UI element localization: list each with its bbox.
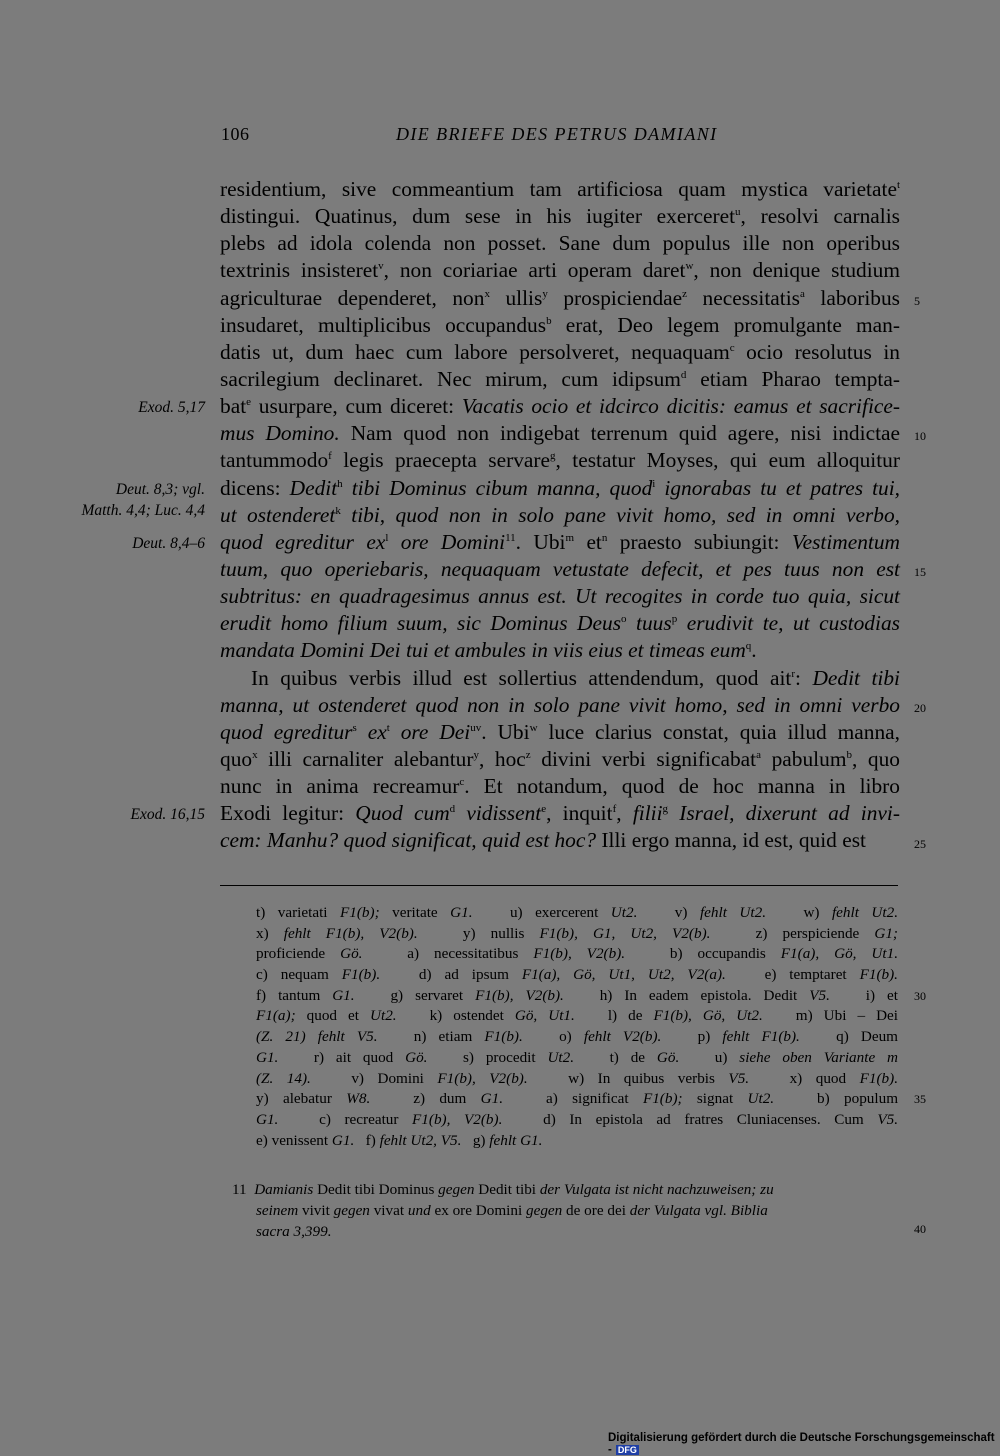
line-number: 15 xyxy=(914,565,926,580)
apparatus-line: (Z. 21) fehlt V5. n) etiam F1(b). o) fehlt V2(b). p) fehlt F1(b). q) Deum xyxy=(256,1028,898,1046)
margin-reference: Matth. 4,4; Luc. 4,4 xyxy=(81,502,205,520)
apparatus-line: x) fehlt F1(b), V2(b). y) nullis F1(b), G1, Ut2, V2(b). z) perspiciende G1; xyxy=(256,924,898,942)
note-line: 11 Damianis Dedit tibi Dominus gegen Dedit tibi der Vulgata ist nicht nachzuweisen; zu xyxy=(232,1181,774,1198)
dfg-logo: DFG xyxy=(617,1444,637,1455)
apparatus-line: e) venissent G1. f) fehlt Ut2, V5. g) fehlt G1. xyxy=(256,1131,543,1149)
text-line: tantummodo$^f$ legis praecepta servare$^g$, testatur Moyses, qui eum alloquitur xyxy=(220,448,901,473)
text-line: Exodi legitur: Quod cum$^d$ vidissent$^e$, inquit$^f$, filii$^g$ Israel, dixerunt ad invi- xyxy=(220,801,900,826)
page-number: 106 xyxy=(221,124,250,144)
line-number: 5 xyxy=(914,293,920,308)
running-title: DIE BRIEFE DES PETRUS DAMIANI xyxy=(396,124,718,144)
apparatus-line: F1(a); quod et Ut2. k) ostendet Gö, Ut1. l) de F1(b), Gö, Ut2. m) Ubi – Dei xyxy=(256,1007,898,1025)
text-line: plebs ad idola colenda non posset. Sane dum populus ille non operibus xyxy=(220,231,900,256)
text-line: cem: Manhu? quod significat, quid est hoc? Illi ergo manna, id est, quid est xyxy=(220,828,866,853)
note-line: seinem vivit gegen vivat und ex ore Domini gegen de ore dei der Vulgata vgl. Biblia xyxy=(256,1202,768,1219)
line-number: 25 xyxy=(914,836,926,851)
apparatus-line: G1. c) recreatur F1(b), V2(b). d) In epistola ad fratres Cluniacenses. Cum V5. xyxy=(256,1110,898,1128)
text-line: sacrilegium declinaret. Nec mirum, cum idipsum$^d$ etiam Pharao tempta- xyxy=(220,366,900,391)
footer-text: Digitalisierung gefördert durch die Deutsche Forschungsgemeinschaft - xyxy=(608,1432,995,1456)
text-line: bat$^e$ usurpare, cum diceret: Vacatis ocio et idcirco dicitis: eamus et sacrifice- xyxy=(220,394,901,419)
line-number: 35 xyxy=(914,1092,926,1107)
apparatus-line: (Z. 14). v) Domini F1(b), V2(b). w) In quibus verbis V5. x) quod F1(b). xyxy=(256,1069,898,1087)
line-number: 30 xyxy=(914,988,926,1003)
text-line: quod egreditur$^s$ $ex^t$ ore Dei$^{uv}$. Ubi$^w$ luce clarius constat, quia illud manna, xyxy=(220,719,900,744)
margin-reference: Deut. 8,3; vgl. xyxy=(115,480,205,498)
text-line: agriculturae dependeret, non$^x$ ullis$^y$ prospiciendae$^z$ necessitatis$^a$ laboribus xyxy=(220,285,901,310)
text-line: datis ut, dum haec cum labore persolveret, nequaquam$^c$ ocio resolutus in xyxy=(220,339,900,364)
apparatus-line: proficiende Gö. a) necessitatibus F1(b), V2(b). b) occupandis F1(a), Gö, Ut1. xyxy=(256,945,898,963)
apparatus-line: f) tantum G1. g) servaret F1(b), V2(b). h) In eadem epistola. Dedit V5. i) et xyxy=(256,986,898,1004)
text-line: mandata Domini Dei tui et ambules in viis eius et timeas eum$^q$. xyxy=(220,638,757,663)
apparatus-line: y) alebatur W8. z) dum G1. a) significat F1(b); signat Ut2. b) populum xyxy=(256,1090,899,1108)
line-number: 20 xyxy=(914,700,926,715)
note-line: sacra 3,399. xyxy=(256,1223,332,1240)
text-line: quod egreditur $ex^l$ ore Domini$^{11}$. Ubi$^m$ $et^n$ praesto subiungit: Vestimentum xyxy=(220,529,900,554)
source-notes xyxy=(232,1179,900,1242)
margin-reference: Deut. 8,4–6 xyxy=(132,534,205,552)
text-line: In quibus verbis illud est sollertius attendendum, quod ait$^r$: Dedit tibi xyxy=(251,665,900,690)
running-header xyxy=(0,124,1000,150)
text-line: tuum, quo operiebaris, nequaquam vetustate defecit, et pes tuus non est xyxy=(220,556,900,581)
text-line: quo$^x$ illi carnaliter alebantur$^y$, hoc$^z$ divini verbi significabat$^a$ pabulum$^b$, quo xyxy=(220,746,900,771)
text-line: nunc in anima recreamur$^c$. Et notandum, quod de hoc manna in libro xyxy=(220,774,900,799)
line-number: 10 xyxy=(914,429,926,444)
notes-line-number: 40 xyxy=(914,1222,926,1236)
footnote-rule xyxy=(220,885,898,886)
text-line: mus Domino. Nam quod non indigebat terrenum quid agere, nisi indictae xyxy=(220,421,900,446)
footer xyxy=(608,1432,1000,1456)
apparatus-line: G1. r) ait quod Gö. s) procedit Ut2. t) de Gö. u) siehe oben Variante m xyxy=(256,1048,898,1066)
text-line: manna, ut ostenderet quod non in solo pane vivit homo, sed in omni verbo xyxy=(220,692,900,717)
text-line: erudit homo filium suum, sic Dominus Deus$^o$ tuus$^p$ erudivit te, ut custodias xyxy=(220,611,900,636)
margin-reference: Exod. 16,15 xyxy=(130,806,205,824)
text-line: subtritus: en quadragesimus annus est. Ut recogites in corde tuo quia, sicut xyxy=(220,584,900,609)
margin-reference: Exod. 5,17 xyxy=(138,399,205,417)
main-text xyxy=(220,176,900,855)
apparatus-line: t) varietati F1(b); veritate G1. u) exercerent Ut2. v) fehlt Ut2. w) fehlt Ut2. xyxy=(256,904,899,921)
text-line: insudaret, multiplicibus occupandus$^b$ erat, Deo legem promulgante man- xyxy=(220,312,900,337)
apparatus-line: c) nequam F1(b). d) ad ipsum F1(a), Gö, Ut1, Ut2, V2(a). e) temptaret F1(b). xyxy=(256,966,898,984)
text-line: residentium, sive commeantium tam artificiosa quam mystica varietate$^t$ xyxy=(220,177,900,201)
text-line: dicens: Dedit$^h$ tibi Dominus cibum manna, quod$^i$ ignorabas tu et patres tui, xyxy=(220,475,901,500)
critical-apparatus xyxy=(256,903,898,1151)
text-line: distingui. Quatinus, dum sese in his iugiter exerceret$^u$, resolvi carnalis xyxy=(220,204,900,229)
text-line: ut ostenderet$^k$ tibi, quod non in solo pane vivit homo, sed in omni verbo, xyxy=(220,502,900,527)
text-line: textrinis insisteret$^v$, non coriariae arti operam daret$^w$, non denique studium xyxy=(220,258,900,283)
